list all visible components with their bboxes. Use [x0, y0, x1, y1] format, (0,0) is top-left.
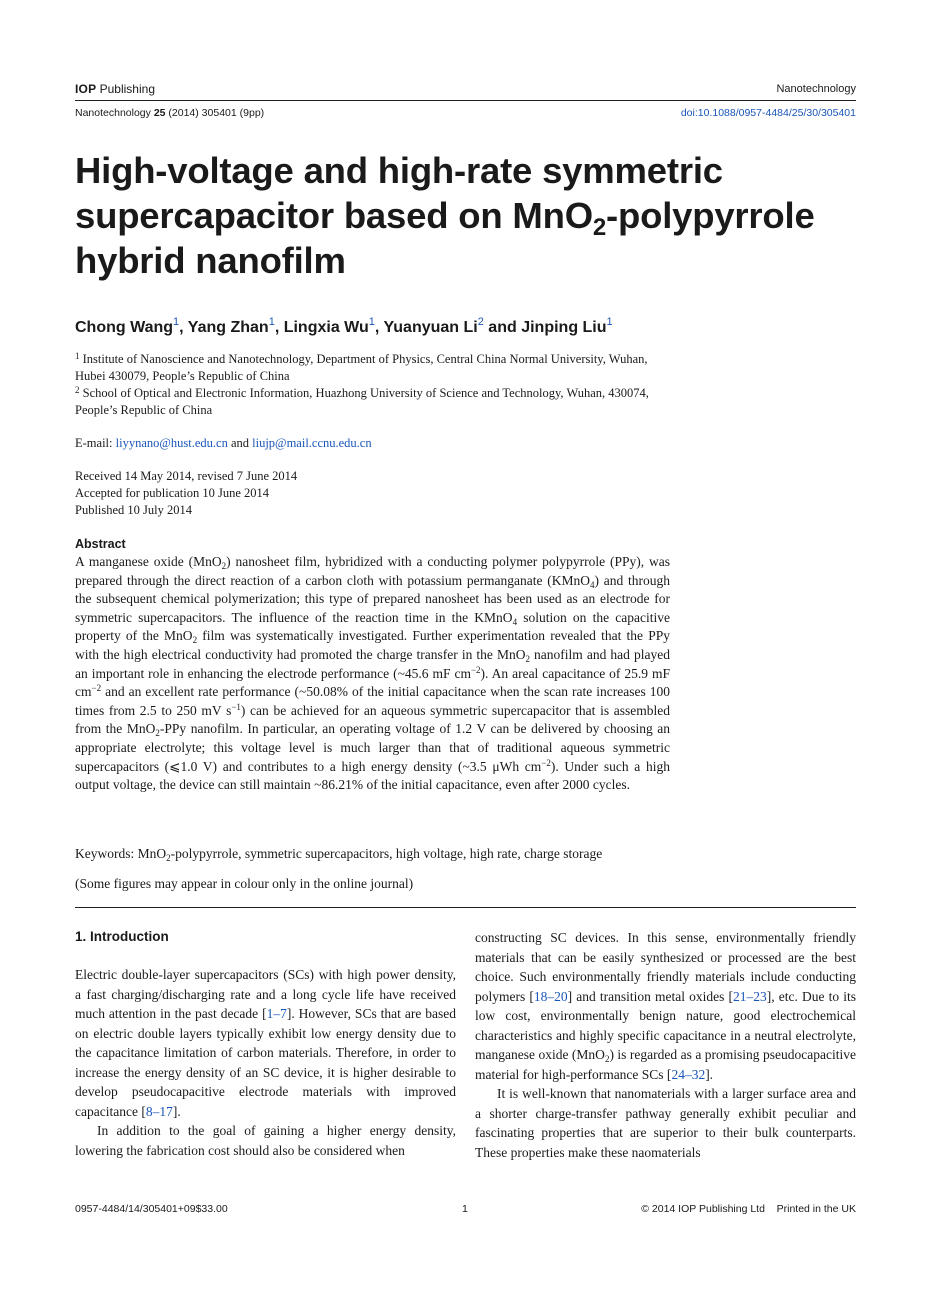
affiliation-link[interactable]: 1	[173, 316, 180, 328]
reference-link[interactable]: 8–17	[145, 1103, 173, 1119]
author: Jinping Liu$^1$	[521, 316, 613, 336]
keywords: Keywords: MnO$_2$-polypyrrole, symmetric supercapacitors, high voltage, high rate, charge storage	[75, 846, 603, 863]
citation: Nanotechnology 25 (2014) 305401 (9pp)	[75, 107, 265, 119]
body-column-left	[75, 965, 456, 1160]
section-divider	[75, 907, 856, 908]
publication-dates	[75, 468, 297, 519]
journal-name: Nanotechnology	[776, 83, 856, 95]
author: Lingxia Wu$^1$,	[283, 316, 384, 336]
paragraph: In addition to the goal of gaining a higher energy density, lowering the fabrication cost should also be considered when	[75, 1123, 456, 1158]
paragraph: Electric double-layer supercapacitors (SCs) with high power density, a fast charging/discharging rate and a long cycle life have received much attention in the past decade [1–7]. However, SCs that are based on electric double layers typically exhibit low energy density due to the capacitance limitation of carbon materials. Therefore, in order to increase the energy density of an SC device, it is higher desirable to develop pseudocapacitive electrode materials with improved capacitance [8–17].	[75, 967, 456, 1119]
running-header	[75, 82, 856, 100]
author: Yang Zhan$^1$,	[187, 316, 284, 336]
reference-link[interactable]: 21–23	[732, 988, 767, 1004]
received-date: Received 14 May 2014, revised 7 June 2014	[75, 469, 298, 483]
affiliation-link[interactable]: 2	[477, 316, 484, 328]
affiliations	[75, 351, 675, 419]
published-date: Published 10 July 2014	[75, 503, 193, 517]
copyright: © 2014 IOP Publishing Ltd Printed in the UK	[641, 1203, 856, 1215]
page-footer	[75, 1203, 856, 1217]
doi-link[interactable]: doi:10.1088/0957-4484/25/30/305401	[680, 107, 856, 119]
paragraph: constructing SC devices. In this sense, environmentally friendly materials that can be easily synthesized or processed are the best choice. Such environmentally friendly materials include conducting polymers [18–20] and transition metal oxides [21–23], etc. Due to its low cost, environmentally benign nature, good electrochemical characteristics and highly specific capacitance in a neutral electrolyte, manganese oxide (MnO$_2$) is regarded as a promising pseudocapacitive material for high-performance SCs [24–32].	[475, 930, 856, 1082]
reference-link[interactable]: 18–20	[533, 988, 568, 1004]
colour-note: (Some figures may appear in colour only in the online journal)	[75, 876, 414, 891]
affiliation: $^2$ School of Optical and Electronic Information, Huazhong University of Science and Technology, Wuhan, 430074, People’s Republic of China	[75, 385, 649, 417]
affiliation-link[interactable]: 1	[368, 316, 375, 328]
citation-line	[75, 107, 856, 121]
email-link[interactable]: liyynano@hust.edu.cn	[115, 436, 228, 450]
affiliation: $^1$ Institute of Nanoscience and Nanotechnology, Department of Physics, Central China Normal University, Wuhan, Hubei 430079, People’s Republic of China	[75, 351, 648, 383]
publisher-logo[interactable]: IOP Publishing	[75, 82, 155, 96]
paper-title: High-voltage and high-rate symmetric supercapacitor based on MnO$_2$-polypyrrole hybrid nanofilm	[75, 150, 815, 281]
email-link[interactable]: liujp@mail.ccnu.edu.cn	[252, 436, 372, 450]
author: Yuanyuan Li$^2$ and	[383, 316, 522, 336]
paragraph: It is well-known that nanomaterials with a larger surface area and a shorter charge-transfer pathway generally exhibit peculiar and fascinating properties that are superior to their bulk counterparts. These properties make these naomaterials	[475, 1086, 856, 1160]
accepted-date: Accepted for publication 10 June 2014	[75, 486, 270, 500]
reference-link[interactable]: 24–32	[671, 1066, 706, 1082]
affiliation-link[interactable]: 1	[268, 316, 275, 328]
article-code: 0957-4484/14/305401+09$33.00	[75, 1203, 228, 1215]
abstract-heading: Abstract	[75, 537, 126, 551]
reference-link[interactable]: 1–7	[266, 1006, 287, 1021]
abstract-text: A manganese oxide (MnO$_2$) nanosheet film, hybridized with a conducting polymer polypyrrole (PPy), was prepared through the direct reaction of a carbon cloth with potassium permanganate (KMnO$_4$) and through the subsequent chemical polymerization; this type of prepared nanosheet has been used as an electrode for symmetric supercapacitors. The influence of the reaction time in the KMnO$_4$ solution on the capacitive property of the MnO$_2$ film was systematically investigated. Further experimentation revealed that the PPy with the high electrical conductivity had promoted the charge transfer in the MnO$_2$ nanofilm and had played an important role in enhancing the electrode performance (~45.6 mF $cm^{-2}$). An areal capacitance of 25.9 mF $cm^{-2}$ and an excellent rate performance (~50.08% of the initial capacitance when the scan rate increases 100 times from 2.5 to 250 mV $s^{-1}$) can be achieved for an aqueous symmetric supercapacitor that is assembled from the MnO$_2$-PPy nanofilm. In particular, an operating voltage of 1.2 V can be delivered by choosing an appropriate electrolyte; this voltage level is much larger than that of traditional aqueous symmetric supercapacitors (⩽1.0 V) and contributes to a high energy density (~3.5 μWh $cm^{-2}$). Under such a high output voltage, the device can still maintain ~86.21% of the initial capacitance, even after 2000 cycles.	[75, 554, 671, 793]
affiliation-link[interactable]: 1	[606, 316, 613, 328]
body-column-right	[475, 928, 856, 1162]
contact-email: E-mail: liyynano@hust.edu.cn and liujp@mail.ccnu.edu.cn	[75, 436, 372, 450]
author: Chong Wang$^1$,	[75, 316, 188, 336]
page-number: 1	[462, 1203, 468, 1215]
author-list	[75, 316, 856, 337]
section-heading: 1. Introduction	[75, 929, 169, 944]
header-divider	[75, 100, 856, 101]
